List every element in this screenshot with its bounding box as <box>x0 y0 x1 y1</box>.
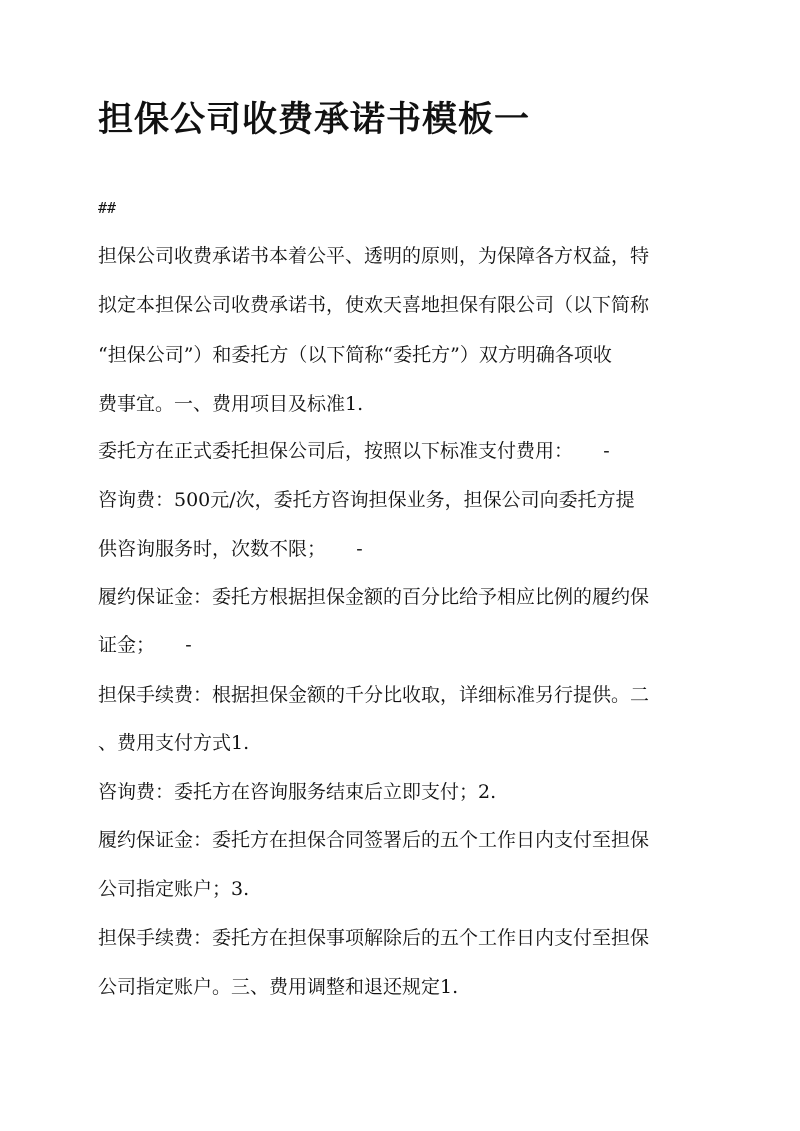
body-line-13: 履约保证金：委托方在担保合同签署后的五个工作日内支付至担保 <box>98 829 650 851</box>
body-line-10: 担保手续费：根据担保金额的千分比收取，详细标准另行提供。二 <box>98 684 650 706</box>
body-line-8: 履约保证金：委托方根据担保金额的百分比给予相应比例的履约保 <box>98 586 650 608</box>
body-line-12: 咨询费：委托方在咨询服务结束后立即支付；2. <box>98 781 497 803</box>
document-title: 担保公司收费承诺书模板一 <box>98 99 531 140</box>
body-line-15: 担保手续费：委托方在担保事项解除后的五个工作日内支付至担保 <box>98 927 650 949</box>
body-line-14: 公司指定账户；3. <box>98 878 250 900</box>
body-line-7: 供咨询服务时，次数不限； - <box>98 538 363 560</box>
body-line-9: 证金； - <box>98 634 192 656</box>
body-line-16: 公司指定账户。三、费用调整和退还规定1. <box>98 976 459 998</box>
body-line-11: 、费用支付方式1. <box>98 732 250 754</box>
body-line-1: 担保公司收费承诺书本着公平、透明的原则，为保障各方权益，特 <box>98 245 650 267</box>
section-marker: ## <box>98 199 117 217</box>
body-line-2: 拟定本担保公司收费承诺书，使欢天喜地担保有限公司（以下简称 <box>98 294 650 316</box>
body-line-6: 咨询费：500元/次，委托方咨询担保业务，担保公司向委托方提 <box>98 489 635 511</box>
body-line-4: 费事宜。一、费用项目及标准1. <box>98 393 364 415</box>
body-line-5: 委托方在正式委托担保公司后，按照以下标准支付费用： - <box>98 440 610 462</box>
body-line-3: “担保公司”）和委托方（以下简称“委托方”）双方明确各项收 <box>98 344 612 366</box>
